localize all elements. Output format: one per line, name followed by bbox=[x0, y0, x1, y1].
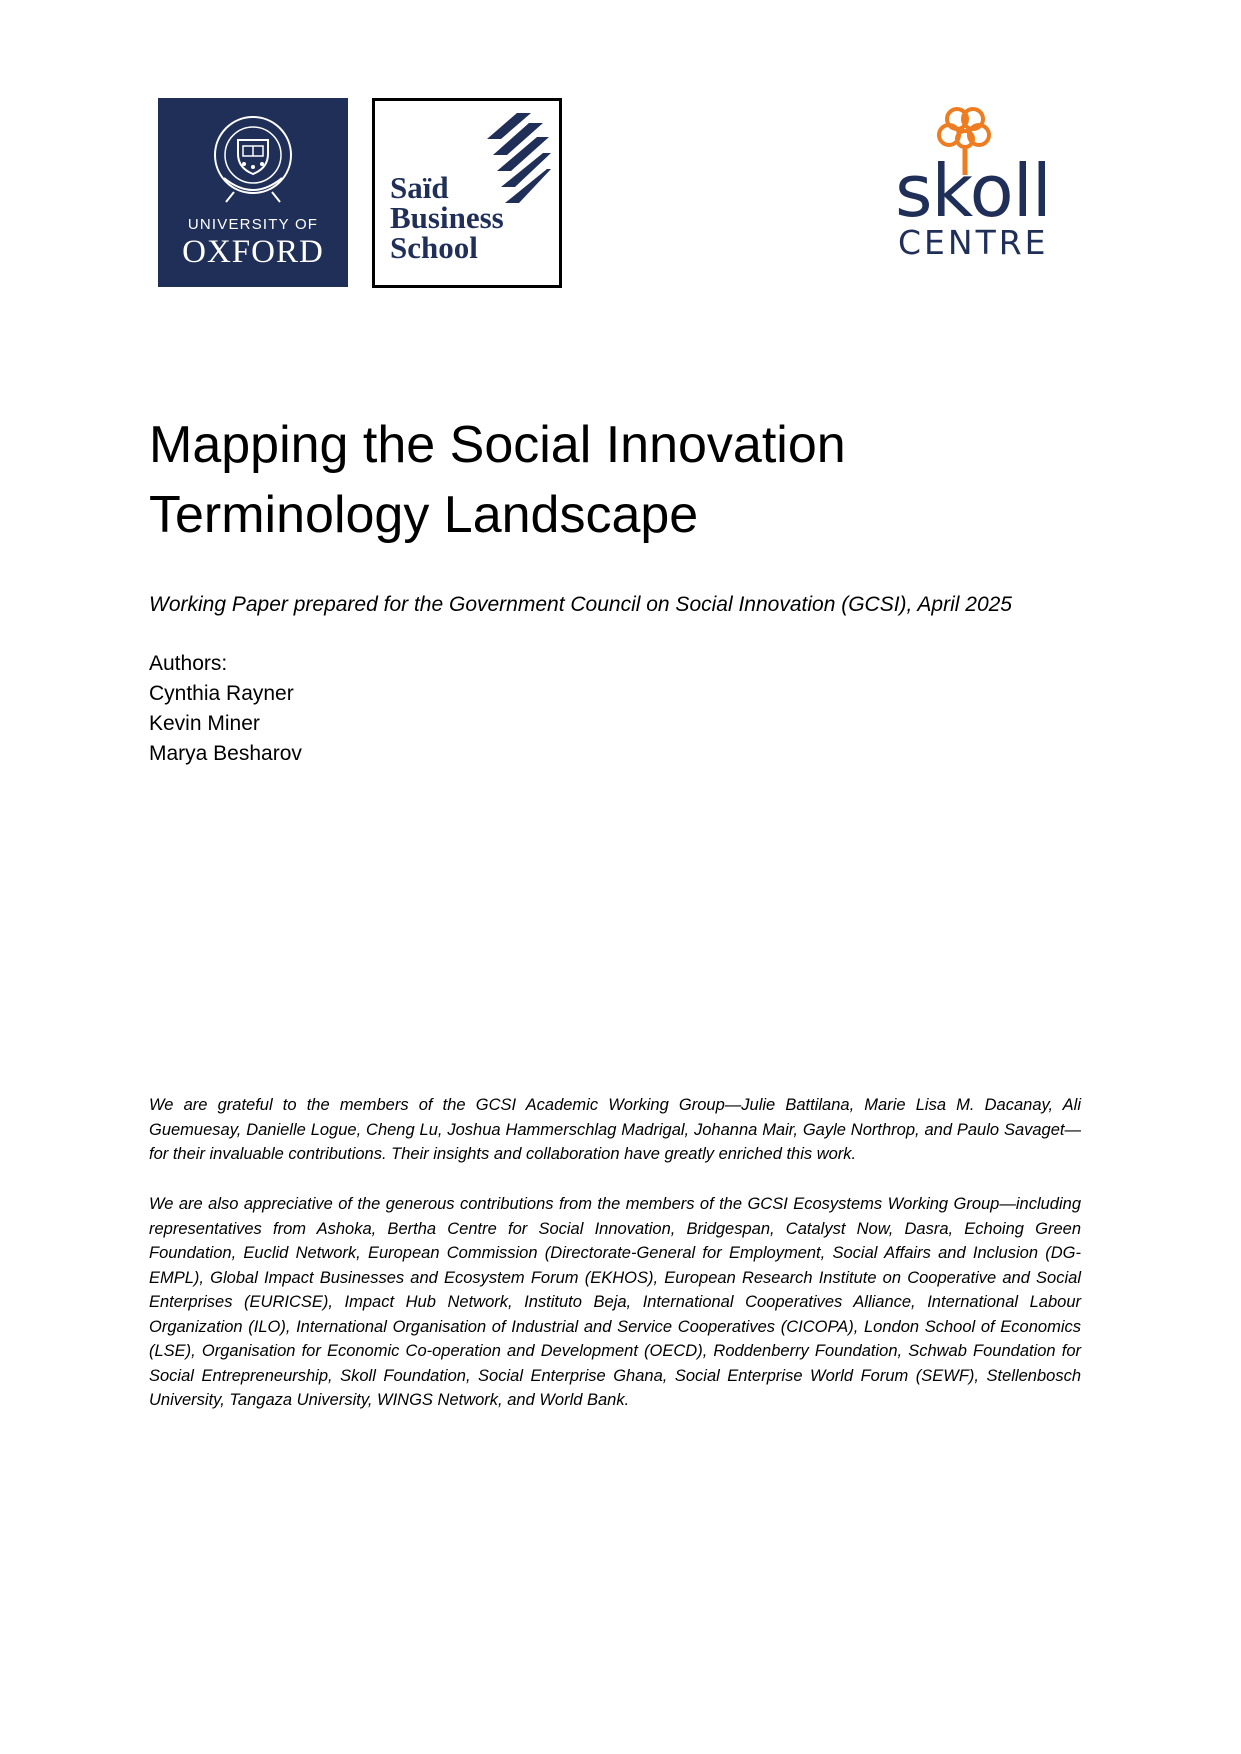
said-business-school-logo bbox=[372, 98, 562, 288]
author-name: Cynthia Rayner bbox=[149, 682, 294, 705]
acknowledgement-academic-group: We are grateful to the members of the GCSI Academic Working Group—Julie Battilana, Marie Lisa M. Dacanay, Ali Guemuesay, Danielle Logue, Cheng Lu, Joshua Hammerschlag Madrigal, Johanna Mair, Gayle Northrop, and Paulo Savaget—for their invaluable contributions. Their insights and collaboration have greatly enriched this work. bbox=[149, 1096, 1081, 1163]
author-name: Marya Besharov bbox=[149, 742, 302, 765]
authors-block bbox=[149, 649, 302, 769]
skoll-logo-subword: CENTRE bbox=[898, 223, 1049, 262]
authors-label: Authors: bbox=[149, 652, 228, 675]
said-logo-line: Business bbox=[390, 200, 504, 235]
oxford-logo-line1: UNIVERSITY OF bbox=[187, 216, 319, 233]
said-logo-line: Saïd bbox=[390, 170, 449, 205]
oxford-logo bbox=[158, 98, 348, 287]
skoll-centre-logo bbox=[895, 105, 1085, 265]
said-logo-line: School bbox=[390, 230, 478, 265]
author-name: Kevin Miner bbox=[149, 712, 260, 735]
skoll-logo-word: skoll bbox=[895, 149, 1051, 233]
document-subtitle: Working Paper prepared for the Government Council on Social Innovation (GCSI), April 2025 bbox=[149, 593, 1012, 616]
acknowledgement-ecosystems-group: We are also appreciative of the generous contributions from the members of the GCSI Ecosystems Working Group—including representatives from Ashoka, Bertha Centre for Social Innovation, Bridgespan, Catalyst Now, Dasra, Echoing Green Foundation, Euclid Network, European Commission (Directorate-General for Employment, Social Affairs and Inclusion (DG-EMPL), Global Impact Businesses and Ecosystem Forum (EKHOS), European Research Institute on Cooperative and Social Enterprises (EURICSE), Impact Hub Network, Instituto Beja, International Cooperatives Alliance, International Labour Organization (ILO), International Organisation of Industrial and Service Cooperatives (CICOPA), London School of Economics (LSE), Organisation for Economic Co-operation and Development (OECD), Roddenberry Foundation, Schwab Foundation for Social Entrepreneurship, Skoll Foundation, Social Enterprise Ghana, Social Enterprise World Forum (SEWF), Stellenbosch University, Tangaza University, WINGS Network, and World Bank. bbox=[149, 1195, 1081, 1409]
said-logo-text bbox=[390, 170, 550, 265]
oxford-logo-line2: OXFORD bbox=[182, 234, 324, 270]
oxford-crest-icon bbox=[158, 108, 348, 208]
page-title: Mapping the Social Innovation Terminology Landscape bbox=[149, 416, 846, 544]
